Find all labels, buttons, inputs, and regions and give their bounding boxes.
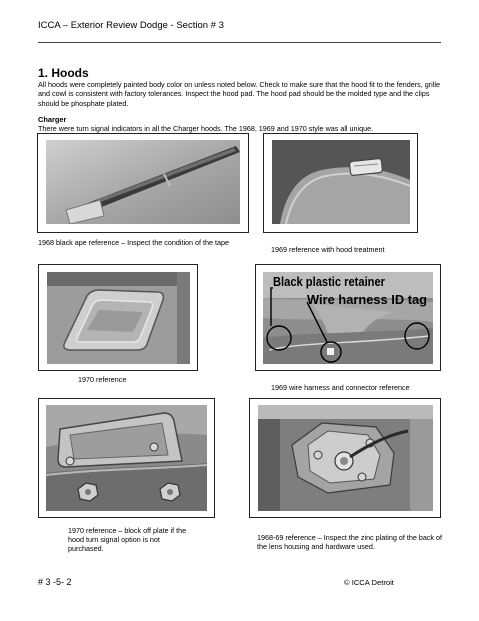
caption-1970-block-off: 1970 reference – block off plate if the hood turn signal option is not purchased. xyxy=(68,526,187,554)
photo-1970 xyxy=(47,272,190,364)
photo-1970-block-off xyxy=(46,405,207,511)
caption-1969-harness: 1969 wire harness and connector reference xyxy=(271,383,410,392)
subsection-body: There were turn signal indicators in all the Charger hoods. The 1968, 1969 and 1970 style was all unique. xyxy=(38,124,374,133)
section-title: 1. Hoods xyxy=(38,66,89,80)
caption-zinc-plating: 1968-69 reference – Inspect the zinc plating of the back of the lens housing and hardware used. xyxy=(257,533,442,552)
caption-1969-hood: 1969 reference with hood treatment xyxy=(271,245,385,254)
annotation-black-plastic-retainer: Black plastic retainer xyxy=(273,274,385,289)
copyright: © ICCA Detroit xyxy=(344,578,394,587)
caption-1970: 1970 reference xyxy=(78,375,127,384)
section-body: All hoods were completely painted body color on unless noted below. Check to make sure that the hood fit to the fenders, grille and cowl is consistent with factory tolerances. Inspect the hood pad. The hood pad should be the molded type and the clips should be phosphate plated. xyxy=(38,80,440,108)
page-header-title: ICCA – Exterior Review Dodge - Section # 3 xyxy=(38,20,224,31)
annotation-wire-harness-id-tag: Wire harness ID tag xyxy=(307,292,428,307)
page-number: # 3 -5- 2 xyxy=(38,577,72,587)
photo-1968-tape xyxy=(46,140,240,224)
header-divider xyxy=(38,42,441,43)
photo-1969-hood xyxy=(272,140,410,224)
subsection-title: Charger xyxy=(38,115,67,124)
caption-1968-tape: 1968 black ape reference – Inspect the condition of the tape xyxy=(38,238,230,247)
photo-zinc-plating xyxy=(258,405,433,511)
photo-1969-harness xyxy=(263,272,433,364)
